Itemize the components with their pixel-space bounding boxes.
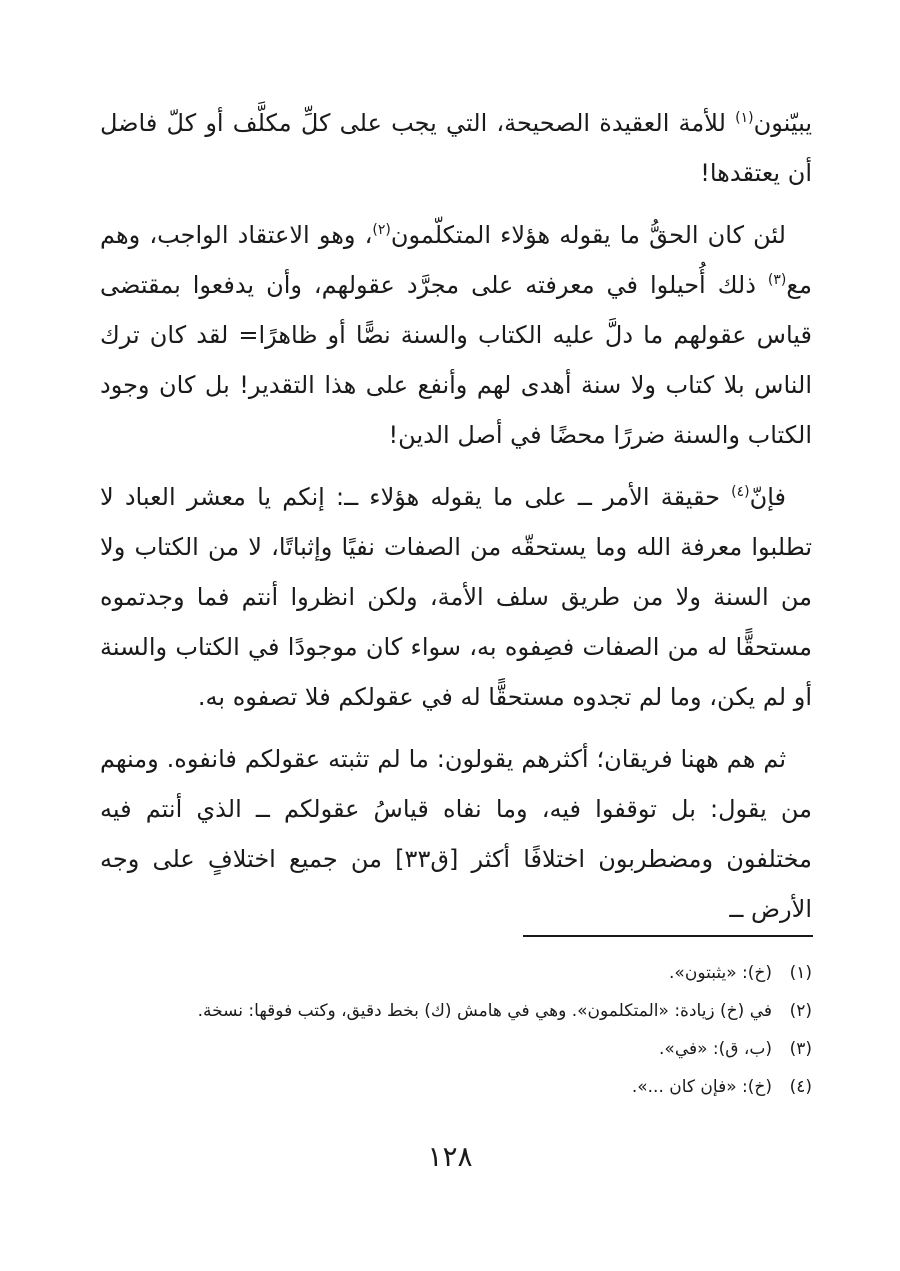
footnote-1 (110, 954, 812, 992)
text-segment: للأمة العقيدة الصحيحة، التي يجب على كلِّ مكلَّف أو كلّ فاضل أن يعتقدها! (100, 109, 812, 187)
text-segment: يبيّنون (753, 109, 812, 137)
text-segment: ذلك أُحيلوا في معرفته على مجرَّد عقولهم، وأن يدفعوا بمقتضى قياس عقولهم ما دلَّ عليه الكتاب والسنة نصًّا أو ظاهرًا= لقد كان ترك الناس بلا كتاب ولا سنة أهدى لهم وأنفع على هذا التقدير! بل كان وجود الكتاب والسنة ضررًا محضًا في أصل الدين! (100, 271, 812, 449)
footnote-2 (110, 992, 812, 1030)
paragraph-4 (100, 734, 812, 934)
paragraph-2 (100, 210, 812, 460)
footnote-3 (110, 1030, 812, 1068)
text-segment: ثم هم ههنا فريقان؛ أكثرهم يقولون: ما لم تثبته عقولكم فانفوه. ومنهم من يقول: بل توقفوا فيه، وما نفاه قياسُ عقولكم ــ الذي أنتم فيه مختلفون ومضطربون اختلافًا أكثر [ق٣٣] من جميع اختلافٍ على وجه الأرض ــ (100, 745, 812, 923)
footnote-ref-1: (١) (735, 110, 754, 126)
paragraph-3 (100, 472, 812, 722)
footnotes (110, 954, 812, 1106)
page-number: ١٢٨ (427, 1140, 473, 1173)
footnote-text: (خ): «فإن كان ...». (631, 1077, 772, 1097)
footnote-4 (110, 1068, 812, 1106)
footnote-text: في (خ) زيادة: «المتكلمون». وهي في هامش (ك) بخط دقيق، وكتب فوقها: نسخة. (197, 1001, 772, 1021)
footnote-text: (خ): «يثبتون». (669, 963, 772, 983)
text-segment: لئن كان الحقُّ ما يقوله هؤلاء المتكلّمون (390, 221, 786, 249)
footnote-ref-3: (٣) (767, 272, 787, 288)
text-segment: فإنّ (749, 483, 786, 511)
footnote-divider (523, 935, 813, 937)
footnote-number: (١) (789, 963, 812, 983)
main-text (100, 98, 812, 934)
paragraph-1 (100, 98, 812, 198)
footnote-number: (٢) (789, 1001, 812, 1021)
text-segment: ، وهو الاعتقاد الواجب، وهم مع (100, 221, 812, 299)
footnote-number: (٤) (789, 1077, 812, 1097)
footnote-text: (ب، ق): «في». (659, 1039, 772, 1059)
footnote-ref-2: (٢) (372, 222, 391, 238)
footnote-ref-4: (٤) (731, 484, 750, 500)
text-segment: حقيقة الأمر ــ على ما يقوله هؤلاء ــ: إنكم يا معشر العباد لا تطلبوا معرفة الله وما يستحقّه من الصفات نفيًا وإثباتًا، لا من الكتاب ولا من السنة ولا من طريق سلف الأمة، ولكن انظروا أنتم فما وجدتموه مستحقًّا له من الصفات فصِفوه به، سواء كان موجودًا في الكتاب والسنة أو لم يكن، وما لم تجدوه مستحقًّا له في عقولكم فلا تصفوه به. (100, 483, 812, 711)
footnote-number: (٣) (789, 1039, 812, 1059)
